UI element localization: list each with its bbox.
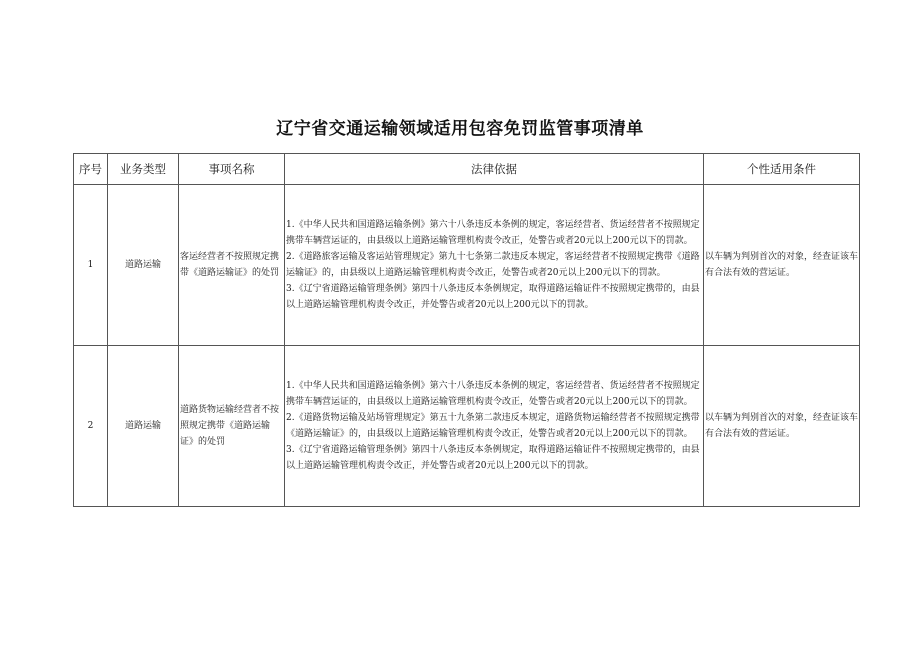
- cell-condition: 以车辆为判别首次的对象，经查证该车有合法有效的营运证。: [704, 185, 860, 346]
- header-condition: 个性适用条件: [704, 154, 860, 185]
- cell-legal-basis: [285, 346, 704, 507]
- cell-business-type: 道路运输: [108, 346, 179, 507]
- cell-condition: 以车辆为判别首次的对象，经查证该车有合法有效的营运证。: [704, 346, 860, 507]
- header-item-name: 事项名称: [179, 154, 285, 185]
- legal-basis-item: 3.《辽宁省道路运输管理条例》第四十八条违反本条例规定，取得道路运输证件不按照规定携带的，由县以上道路运输管理机构责令改正，并处警告或者20元以上200元以下的罚款。: [286, 284, 700, 310]
- cell-seq: 2: [74, 346, 108, 507]
- legal-basis-item: 1.《中华人民共和国道路运输条例》第六十八条违反本条例的规定，客运经营者、货运经营者不按照规定携带车辆营运证的，由县级以上道路运输管理机构责令改正，处警告或者20元以上200元以下的罚款。: [286, 381, 700, 407]
- table-row: [74, 346, 860, 507]
- header-legal-basis: 法律依据: [285, 154, 704, 185]
- table-header-row: [74, 154, 860, 185]
- cell-item-name: 客运经营者不按照规定携带《道路运输证》的处罚: [179, 185, 285, 346]
- cell-legal-basis: [285, 185, 704, 346]
- table-row: [74, 185, 860, 346]
- document-title: 辽宁省交通运输领域适用包容免罚监管事项清单: [276, 119, 644, 139]
- penalty-exemption-table: [73, 153, 860, 507]
- legal-basis-item: 2.《道路货物运输及站场管理规定》第五十九条第二款违反本规定，道路货物运输经营者不按照规定携带《道路运输证》的，由县级以上道路运输管理机构责令改正，处警告或者20元以上200元以下的罚款。: [286, 413, 700, 439]
- header-business-type: 业务类型: [108, 154, 179, 185]
- legal-basis-item: 3.《辽宁省道路运输管理条例》第四十八条违反本条例规定，取得道路运输证件不按照规定携带的，由县以上道路运输管理机构责令改正，并处警告或者20元以上200元以下的罚款。: [286, 445, 700, 471]
- legal-basis-item: 1.《中华人民共和国道路运输条例》第六十八条违反本条例的规定，客运经营者、货运经营者不按照规定携带车辆营运证的，由县级以上道路运输管理机构责令改正，处警告或者20元以上200元以下的罚款。: [286, 220, 700, 246]
- legal-basis-item: 2.《道路旅客运输及客运站管理规定》第九十七条第二款违反本规定，客运经营者不按照规定携带《道路运输证》的，由县级以上道路运输管理机构责令改正，处警告或者20元以上200元以下的罚款。: [286, 252, 700, 278]
- cell-item-name: 道路货物运输经营者不按照规定携带《道路运输证》的处罚: [179, 346, 285, 507]
- header-seq: 序号: [74, 154, 108, 185]
- cell-seq: 1: [74, 185, 108, 346]
- cell-business-type: 道路运输: [108, 185, 179, 346]
